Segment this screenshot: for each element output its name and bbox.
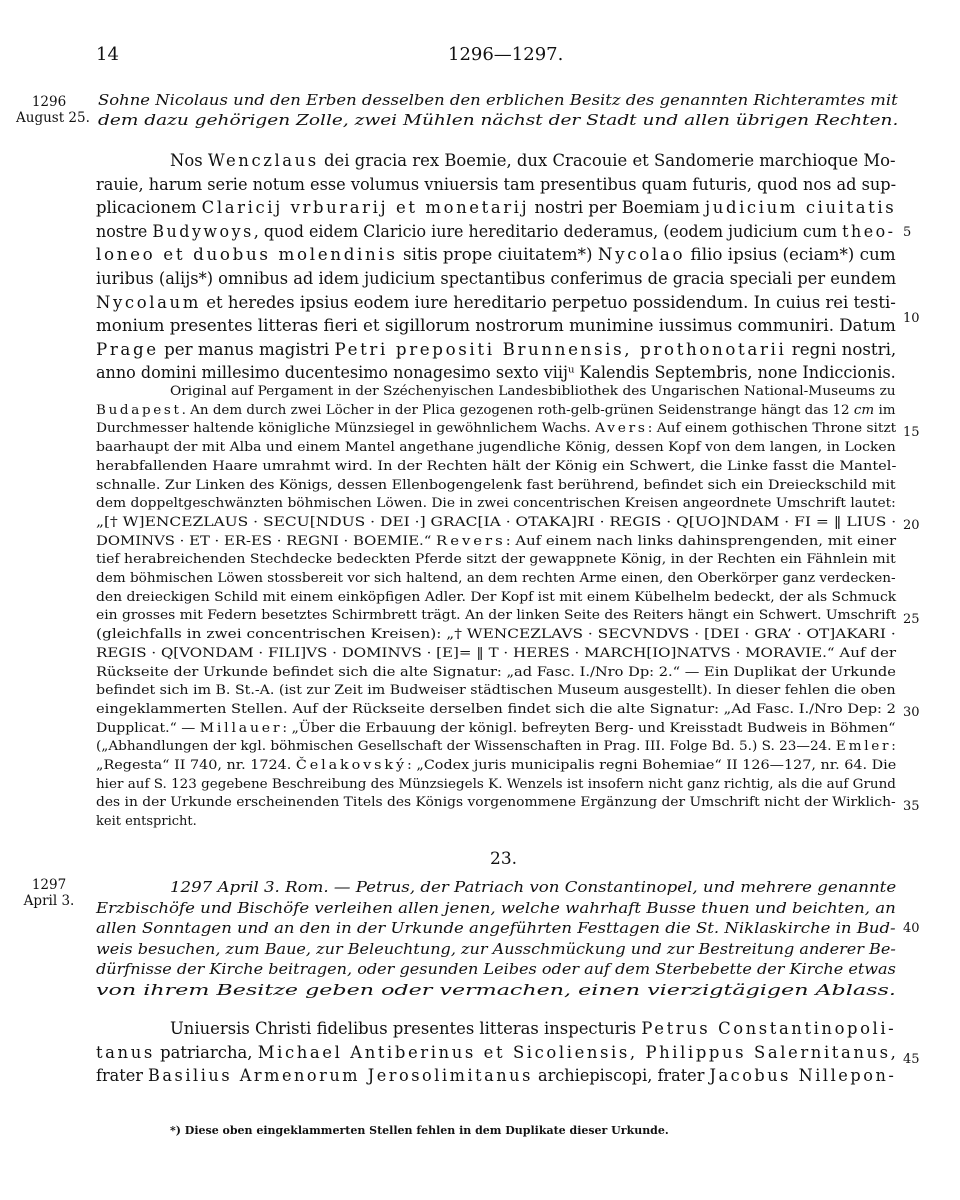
note-line: den dreieckigen Schild mit einem einköpfigen Adler. Der Kopf ist mit einem Kübelhelm bedeckt, der als Schmuck — [96, 589, 897, 605]
text-line: plicacionem Claricij vrburarij et monetarij nostri per Boemiam judicium ciuitatis — [96, 198, 897, 218]
summary-line: allen Sonntagen und an den in der Urkunde angeführten Festtagen die St. Niklaskirche in Bud- — [96, 919, 896, 938]
note-line: keit entspricht. — [96, 814, 197, 830]
note-line: Durchmesser haltende königliche Münzsiegel in gewöhnlichem Wachs. Avers: Auf einem gothischen Throne sitzt — [96, 421, 897, 437]
line-number: 15 — [903, 425, 920, 440]
note-line: (gleichfalls in zwei concentrischen Kreisen): „† WENCEZLAVS · SECVNDVS · [DEI · GRA’ · OT]AKARI · — [96, 627, 896, 643]
line-number: 5 — [903, 225, 912, 240]
note-line: eingeklammerten Stellen. Auf der Rückseite derselben findet sich die alte Signatur: „Ad Fasc. I./Nro Dep: 2 — [96, 701, 896, 717]
note-line: DOMINVS · ET · ER-ES · REGNI · BOEMIE.“ Revers: Auf einem nach links dahinsprengenden, mit einer — [96, 533, 897, 549]
text-line: monium presentes litteras fieri et sigillorum nostrorum munimine iussimus communiri. Datum — [96, 316, 896, 336]
text-line: anno domini millesimo ducentesimo nonagesimo sexto viijᵘ Kalendis Septembris, none Indiccionis. — [96, 363, 896, 383]
line-number: 30 — [903, 705, 920, 720]
note-line: Budapest. An dem durch zwei Löcher in der Plica gezogenen roth-gelb-grünen Seidenstrange hängt das 12 cm im — [96, 402, 896, 418]
note-line: schnalle. Zur Linken des Königs, dessen Ellenbogengelenk fast berührend, befindet sich ein Dreieckschild mit — [96, 477, 896, 493]
note-line: befindet sich im B. St.-A. (ist zur Zeit im Budweiser städtischen Museum ausgestellt). In dieser fehlen die oben — [96, 683, 896, 699]
note-line: („Abhandlungen der kgl. böhmischen Gesellschaft der Wissenschaften in Prag. III. Folge Bd. 5.) S. 23—24. Emler: — [96, 739, 896, 755]
summary-line: dem dazu gehörigen Zolle, zwei Mühlen nächst der Stadt und allen übrigen Rechten. — [98, 111, 899, 129]
text-line: Prage per manus magistri Petri prepositi Brunnensis, prothonotarii regni nostri, — [96, 339, 897, 359]
text-line: frater Basilius Armenorum Jerosolimitanus archiepiscopi, frater Jacobus Nillepon- — [96, 1066, 897, 1086]
summary-line: Erzbischöfe und Bischöfe verleihen allen jenen, welche wahrhaft Busse thuen und beichten, an — [96, 898, 896, 917]
doc22-margin-date — [16, 94, 90, 126]
doc22-margin-day: August 25. — [16, 110, 90, 126]
line-number: 35 — [903, 799, 920, 814]
note-line: dem doppeltgeschwänzten böhmischen Löwen. Die in zwei concentrischen Kreisen angeordnete Umschrift lautet: — [96, 496, 896, 512]
line-number: 10 — [903, 311, 920, 326]
note-line: „[† W]ENCEZLAUS · SECU[NDUS · DEI ·] GRAC[IA · OTAKA]RI · REGIS · Q[UO]NDAM · FI = ‖ LIUS · — [96, 514, 897, 530]
doc23-margin-year: 1297 — [31, 877, 67, 893]
doc23-number: 23. — [490, 849, 518, 869]
doc23-margin-day: April 3. — [23, 893, 75, 909]
line-number: 20 — [903, 518, 920, 533]
note-line: herabfallenden Haare umrahmt wird. In der Rechten hält der König ein Schwert, die Linke fasst die Mantel- — [96, 458, 897, 474]
note-line: Dupplicat.“ — Millauer: „Über die Erbauung der königl. befreyten Berg- und Kreisstadt Budweis in Böhmen“ — [96, 720, 896, 736]
page-range-header: 1296—1297. — [448, 44, 564, 65]
note-line: tief herabreichenden Stechdecke bedeckten Pferde sitzt der gewappnete König, in der Rechten ein Fähnlein mit — [96, 552, 896, 568]
note-line: ein grosses mit Federn besetztes Schirmbrett trägt. An der linken Seite des Reiters hängt ein Schwert. Umschrift — [96, 608, 897, 624]
doc22-margin-year: 1296 — [31, 94, 67, 110]
text-line: loneo et duobus molendinis sitis prope ciuitatem*) Nycolao filio ipsius (eciam*) cum — [96, 245, 896, 265]
page-number: 14 — [96, 44, 119, 65]
note-line: hier auf S. 123 gegebene Beschreibung des Münzsiegels K. Wenzels ist insofern nicht ganz richtig, als die auf Grund — [96, 776, 896, 792]
text-line: tanus patriarcha, Michael Antiberinus et Sicoliensis, Philippus Salernitanus, — [96, 1042, 896, 1062]
text-line: iuribus (alijs*) omnibus ad idem judicium spectantibus conferimus de gracia speciali per eundem — [96, 269, 897, 288]
note-line: REGIS · Q[VONDAM · FILI]VS · DOMINVS · [E]= ‖ T · HERES · MARCH[IO]NATVS · MORAVIE.“ Auf der — [96, 645, 897, 661]
note-line: des in der Urkunde erscheinenden Titels des Königs vorgenommene Ergänzung der Umschrift nicht der Wirklich- — [96, 795, 896, 811]
footnote: *) Diese oben eingeklammerten Stellen fehlen in dem Duplikate dieser Urkunde. — [170, 1124, 669, 1137]
text-line: Nycolaum et heredes ipsius eodem iure hereditario perpetuo possidendum. In cuius rei testi- — [96, 292, 896, 312]
text-line: Nos Wenczlaus dei gracia rex Boemie, dux Cracouie et Sandomerie marchioque Mo- — [170, 151, 896, 170]
text-line: Uniuersis Christi fidelibus presentes litteras inspecturis Petrus Constantinopoli- — [170, 1019, 897, 1038]
summary-line: dürfnisse der Kirche beitragen, oder gesunden Leibes oder auf dem Sterbebette der Kirche etwas — [96, 960, 896, 979]
summary-line: weis besuchen, zum Baue, zur Beleuchtung, zur Ausschmückung und zur Bestreitung anderer Be- — [96, 939, 896, 958]
summary-line: Sohne Nicolaus und den Erben desselben den erblichen Besitz des genannten Richteramtes mit — [98, 91, 898, 109]
note-line: baarhaupt der mit Alba und einem Mantel angethane jugendliche König, dessen Kopf von dem langen, in Locken — [96, 440, 896, 456]
text-line: rauie, harum serie notum esse volumus vniuersis tam presentibus quam futuris, quod nos ad sup- — [96, 174, 897, 194]
note-line: dem böhmischen Löwen stossbereit vor sich haltend, an dem rechten Arme einen, den Oberkörper ganz verdecken- — [96, 571, 896, 586]
line-number: 45 — [903, 1052, 920, 1067]
summary-line: 1297 April 3. Rom. — Petrus, der Patriach von Constantinopel, und mehrere genannte — [170, 878, 897, 896]
doc23-margin-date — [16, 877, 82, 909]
note-line: „Regesta“ II 740, nr. 1724. Čelakovský: „Codex juris municipalis regni Bohemiae“ II 126—127, nr. 64. Die — [96, 758, 897, 773]
line-number: 40 — [903, 921, 920, 936]
line-number: 25 — [903, 612, 920, 627]
note-line: Rückseite der Urkunde befindet sich die alte Signatur: „ad Fasc. I./Nro Dp: 2.“ — Ein Duplikat der Urkunde — [96, 664, 896, 680]
summary-line: von ihrem Besitze geben oder vermachen, einen vierzigtägigen Ablass. — [96, 981, 896, 999]
note-line: Original auf Pergament in der Széchenyischen Landesbibliothek des Ungarischen National-Museums zu — [170, 384, 896, 399]
text-line: nostre Budywoys, quod eidem Claricio iure hereditario dederamus, (eodem judicium cum theo- — [96, 221, 896, 241]
